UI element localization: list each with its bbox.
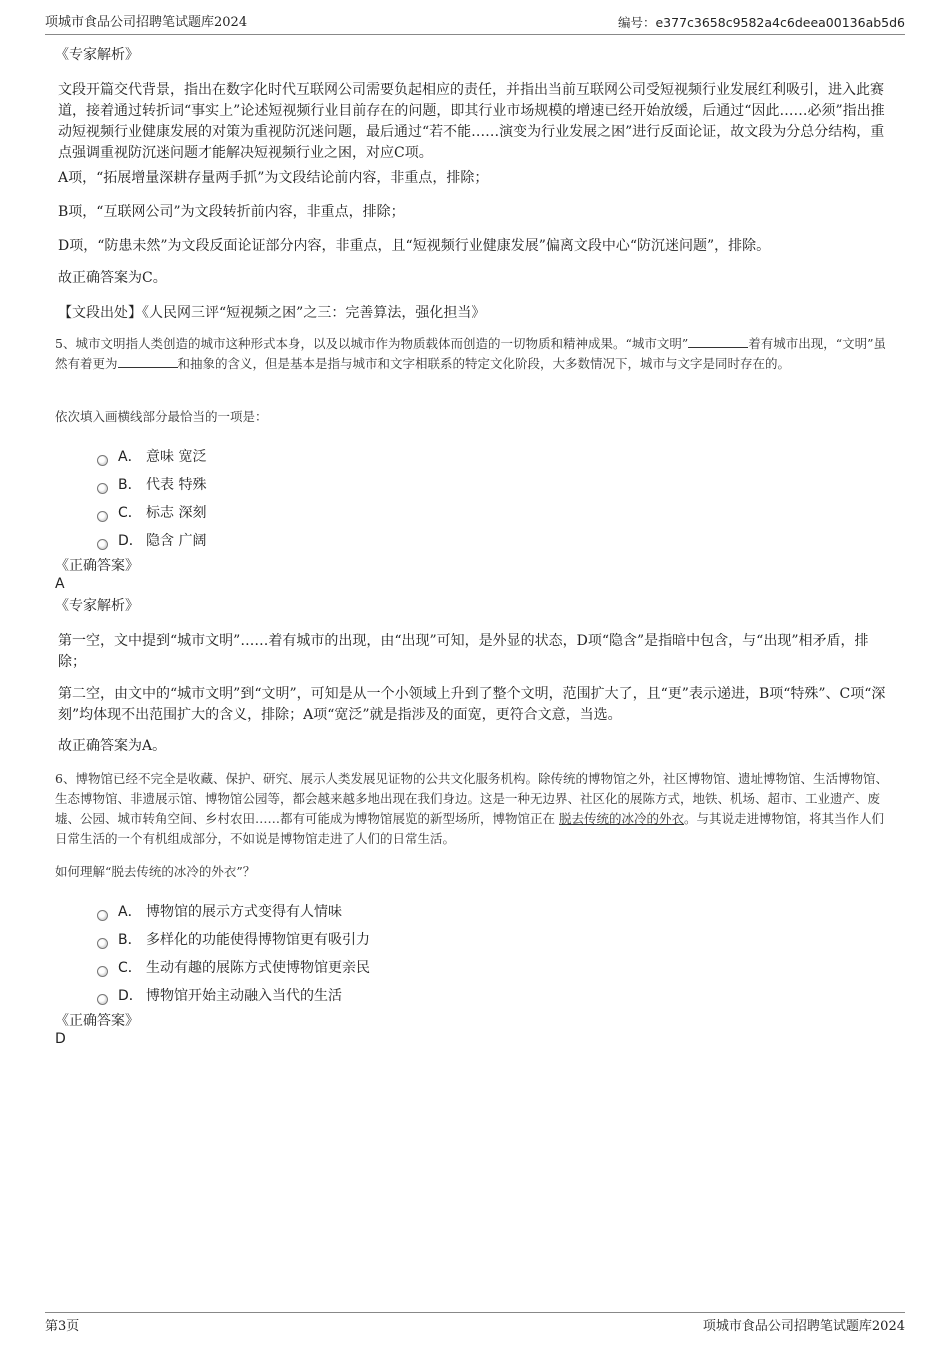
answer-statement: 故正确答案为A。 [58,738,167,754]
source-citation: 【文段出处】《人民网三评“短视频之困”之三：完善算法，强化担当》 [58,305,486,321]
page-footer [45,1312,905,1334]
expert-analysis-title: 《专家解析》 [55,598,139,614]
option-a[interactable] [97,443,895,471]
option-b[interactable] [97,471,895,499]
option-text: 隐含 广阔 [146,533,207,549]
question-5-prompt: 依次填入画横线部分最恰当的一项是： [55,409,268,424]
correct-answer-title: 《正确答案》 [55,1013,139,1029]
analysis-paragraph: 文段开篇交代背景，指出在数字化时代互联网公司需要负起相应的责任，并指出当前互联网公司受短视频行业发展红利吸引，进入此赛道，接着通过转折词“事实上”论述短视频行业目前存在的问题，即其行业市场规模的增速已经开始放缓，后通过“因此……必须”指出推动短视频行业健康发展的对策为重视防沉迷问题，最后通过“若不能……演变为行业发展之困”进行反面论证，故文段为分总分结构，重点强调重视防沉迷问题才能解决短视频行业之困，对应C项。 [58,82,885,161]
header-title: 项城市食品公司招聘笔试题库2024 [45,15,248,30]
correct-answer: D [55,1031,66,1047]
analysis-paragraph: 第二空，由文中的“城市文明”到“文明”，可知是从一个小领域上升到了整个文明，范围扩大了，且“更”表示递进，B项“特殊”、C项“深刻”均体现不出范围扩大的含义，排除；A项“宽泛”就是指涉及的面宽，更符合文意，当选。 [58,686,886,723]
underlined-phrase: 脱去传统的冰冷的外衣 [558,811,684,826]
fill-blank [118,354,178,368]
option-text: 博物馆的展示方式变得有人情味 [146,904,342,920]
analysis-paragraph: D项，“防患未然”为文段反面论证部分内容，非重点，且“短视频行业健康发展”偏离文段中心“防沉迷问题”，排除。 [58,238,771,254]
analysis-paragraph: 第一空，文中提到“城市文明”……着有城市的出现，由“出现”可知，是外显的状态，D项“隐含”是指暗中包含，与“出现”相矛盾，排除； [58,633,869,670]
option-d[interactable] [97,527,895,555]
option-text: 多样化的功能使得博物馆更有吸引力 [146,932,370,948]
radio-icon[interactable] [97,455,108,466]
option-d[interactable] [97,982,895,1010]
radio-icon[interactable] [97,910,108,921]
option-text: 博物馆开始主动融入当代的生活 [146,988,342,1004]
answer-statement: 故正确答案为C。 [58,270,167,286]
option-label: A． [118,449,142,465]
footer-title: 项城市食品公司招聘笔试题库2024 [702,1319,905,1334]
question-5-text [55,334,895,374]
document-id: 编号：e377c3658c9582a4c6deea00136ab5d6 [617,15,905,30]
option-label: B． [118,932,142,948]
page-header [45,14,905,35]
question-6-options [55,898,895,1010]
option-label: D． [118,533,143,549]
analysis-paragraph: A项，“拓展增量深耕存量两手抓”为文段结论前内容，非重点，排除； [58,170,489,186]
question-6-text-part: 。与其说走进博物馆，将其当作人们日常生活的一个有机组成部分，不如说是博物馆走进了人们的日常生活。 [55,811,885,846]
question-5-text-part: 5、城市文明指人类创造的城市这种形式本身，以及以城市作为物质载体而创造的一切物质和精神成果。“城市文明” [55,336,689,351]
option-label: B． [118,477,142,493]
option-label: A． [118,904,142,920]
option-label: C． [118,505,142,521]
correct-answer-title: 《正确答案》 [55,558,139,574]
option-b[interactable] [97,926,895,954]
option-label: D． [118,988,143,1004]
option-text: 代表 特殊 [146,477,207,493]
question-6-text [55,769,895,849]
fill-blank [688,334,748,348]
option-text: 标志 深刻 [146,505,207,521]
option-c[interactable] [97,499,895,527]
question-6-prompt: 如何理解“脱去传统的冰冷的外衣”？ [55,864,256,879]
radio-icon[interactable] [97,994,108,1005]
option-text: 意味 宽泛 [146,449,207,465]
question-5-text-part: 和抽象的含义，但是基本是指与城市和文字相联系的特定文化阶段，大多数情况下，城市与文字是同时存在的。 [177,356,791,371]
question-5-options [55,443,895,555]
radio-icon[interactable] [97,539,108,550]
correct-answer: A [55,576,65,592]
option-text: 生动有趣的展陈方式使博物馆更亲民 [146,960,370,976]
radio-icon[interactable] [97,483,108,494]
expert-analysis-title: 《专家解析》 [55,47,139,63]
question-5-text-part: 着有城市出现，“文明”虽然有着更为 [55,336,887,371]
question-6-text-part: 6、博物馆已经不完全是收藏、保护、研究、展示人类发展见证物的公共文化服务机构。除传统的博物馆之外，社区博物馆、遗址博物馆、生活博物馆、生态博物馆、非遗展示馆、博物馆公园等，都会越来越多地出现在我们身边。这是一种无边界、社区化的展陈方式，地铁、机场、超市、工业遗产、废墟、公园、城市转角空间、乡村农田……都有可能成为博物馆展览的新型场所，博物馆正在 [55,771,888,826]
analysis-paragraph: B项，“互联网公司”为文段转折前内容，非重点，排除； [58,204,405,220]
option-label: C． [118,960,142,976]
page-number: 第3页 [45,1319,80,1334]
radio-icon[interactable] [97,938,108,949]
option-a[interactable] [97,898,895,926]
option-c[interactable] [97,954,895,982]
radio-icon[interactable] [97,966,108,977]
radio-icon[interactable] [97,511,108,522]
